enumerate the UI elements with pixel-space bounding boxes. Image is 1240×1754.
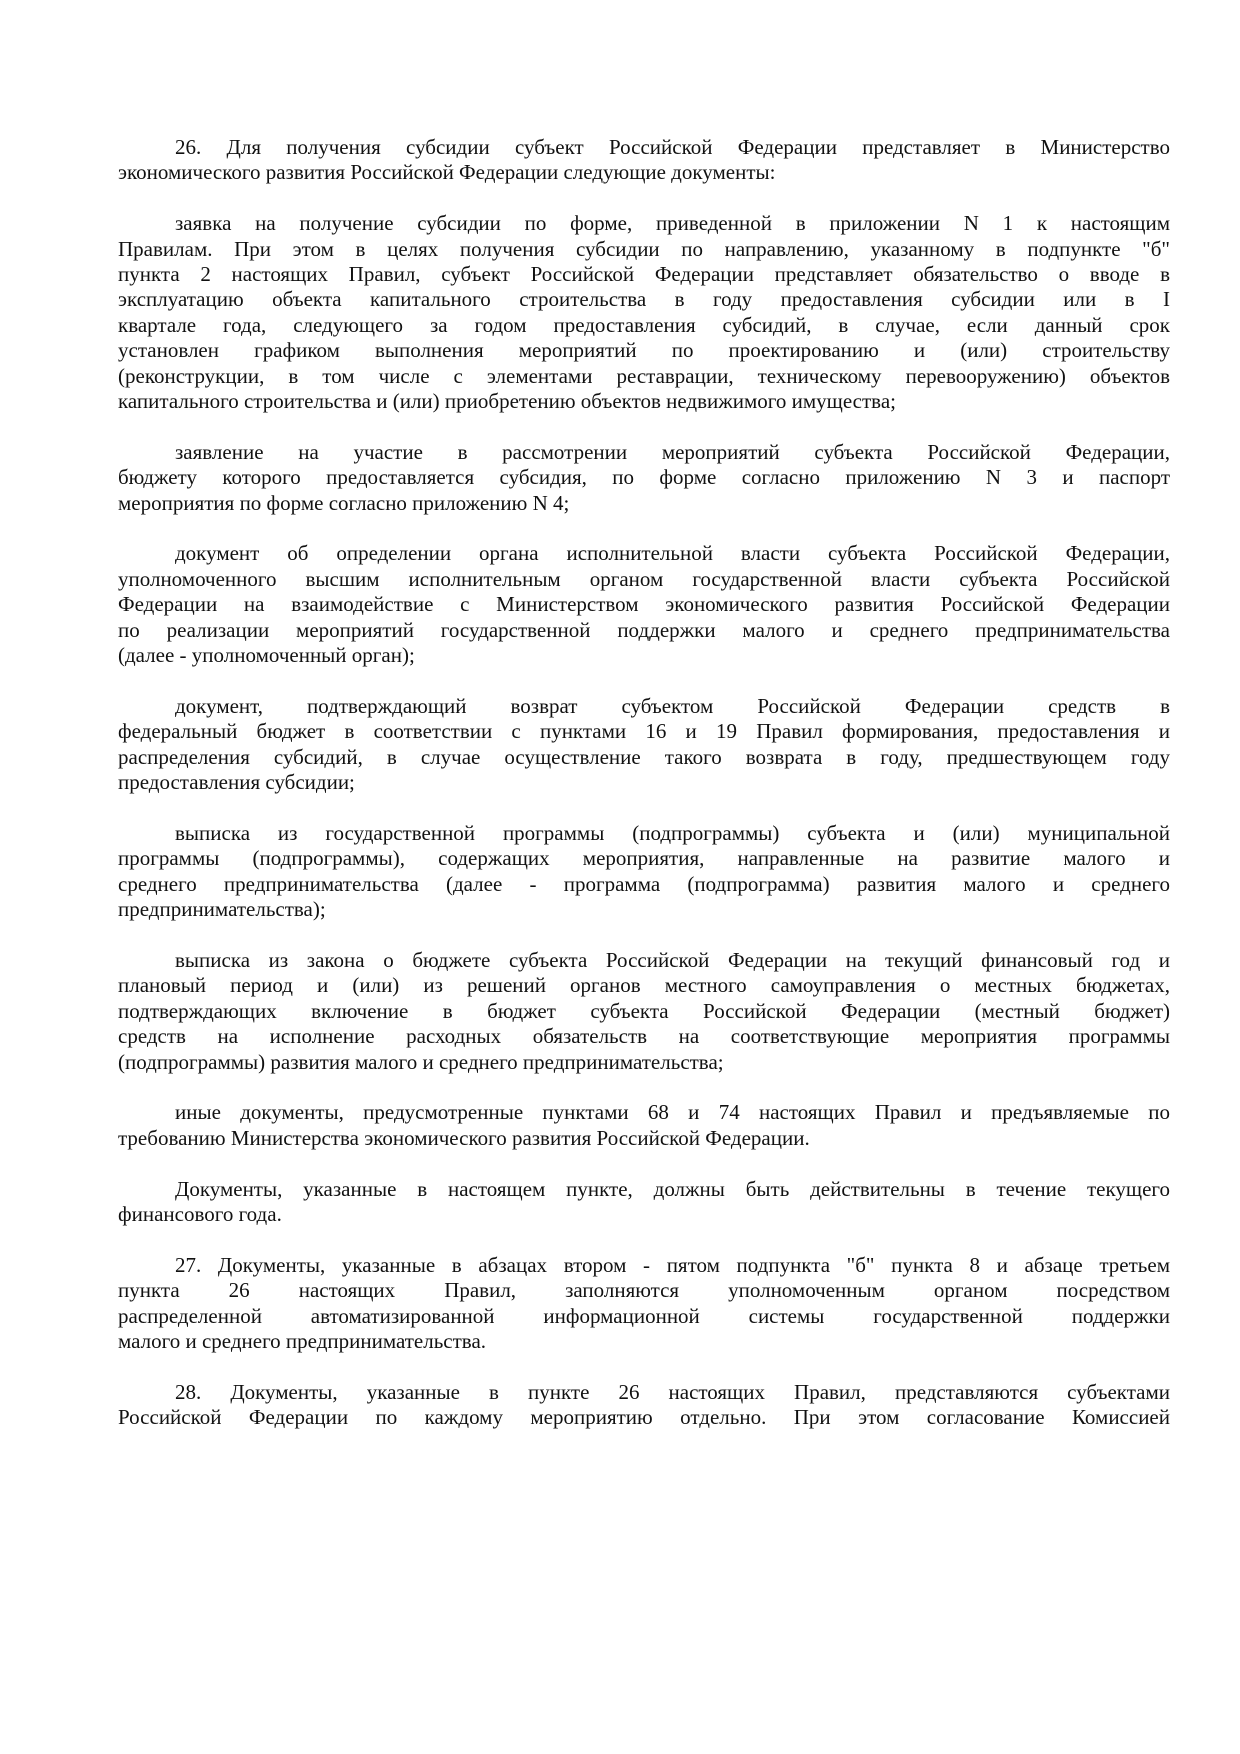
text-line: требованию Министерства экономического развития Российской Федерации. xyxy=(118,1125,810,1150)
text-line: иные документы, предусмотренные пунктами 68 и 74 настоящих Правил и предъявляемые по xyxy=(175,1100,1170,1125)
paragraph xyxy=(118,541,1170,668)
paragraph xyxy=(118,694,1170,796)
text-line: Российской Федерации по каждому мероприятию отдельно. При этом согласование Комиссией xyxy=(118,1405,1170,1430)
text-line: установлен графиком выполнения мероприятий по проектированию и (или) строительству xyxy=(118,338,1170,363)
text-line: по реализации мероприятий государственной поддержки малого и среднего предпринимательства xyxy=(118,617,1170,642)
text-line: заявка на получение субсидии по форме, приведенной в приложении N 1 к настоящим xyxy=(175,211,1170,236)
text-line: малого и среднего предпринимательства. xyxy=(118,1328,487,1353)
text-line: уполномоченного высшим исполнительным органом государственной власти субъекта Российской xyxy=(118,566,1170,591)
paragraph xyxy=(118,1100,1170,1151)
paragraph xyxy=(118,1177,1170,1228)
text-line: (далее - уполномоченный орган); xyxy=(118,643,415,668)
document-page xyxy=(118,135,1170,1456)
text-line: Федерации на взаимодействие с Министерством экономического развития Российской Федерации xyxy=(118,592,1170,617)
text-line: программы (подпрограммы), содержащих мероприятия, направленные на развитие малого и xyxy=(118,846,1170,871)
text-line: плановый период и (или) из решений органов местного самоуправления о местных бюджетах, xyxy=(118,973,1170,998)
text-line: (подпрограммы) развития малого и среднего предпринимательства; xyxy=(118,1049,724,1074)
text-line: бюджету которого предоставляется субсидия, по форме согласно приложению N 3 и паспорт xyxy=(118,465,1170,490)
paragraph xyxy=(118,1380,1170,1431)
text-line: предоставления субсидии; xyxy=(118,770,355,795)
paragraph xyxy=(118,948,1170,1075)
text-line: капитального строительства и (или) приобретению объектов недвижимого имущества; xyxy=(118,389,896,414)
text-line: выписка из закона о бюджете субъекта Российской Федерации на текущий финансовый год и xyxy=(175,947,1170,972)
paragraph xyxy=(118,821,1170,923)
text-line: пункта 26 настоящих Правил, заполняются уполномоченным органом посредством xyxy=(118,1278,1170,1303)
text-line: федеральный бюджет в соответствии с пунктами 16 и 19 Правил формирования, предоставления и xyxy=(118,719,1170,744)
text-line: предпринимательства); xyxy=(118,897,326,922)
text-line: заявление на участие в рассмотрении мероприятий субъекта Российской Федерации, xyxy=(175,439,1170,464)
paragraph xyxy=(118,1253,1170,1355)
text-line: квартале года, следующего за годом предоставления субсидий, в случае, если данный срок xyxy=(118,312,1170,337)
text-line: распределенной автоматизированной информационной системы государственной поддержки xyxy=(118,1303,1170,1328)
paragraph xyxy=(118,135,1170,186)
paragraph xyxy=(118,211,1170,414)
text-line: эксплуатацию объекта капитального строительства в году предоставления субсидии или в I xyxy=(118,287,1170,312)
text-line: документ об определении органа исполнительной власти субъекта Российской Федерации, xyxy=(175,541,1170,566)
text-line: среднего предпринимательства (далее - программа (подпрограмма) развития малого и среднего xyxy=(118,871,1170,896)
text-line: мероприятия по форме согласно приложению N 4; xyxy=(118,490,570,515)
text-line: 26. Для получения субсидии субъект Российской Федерации представляет в Министерство xyxy=(175,135,1170,159)
text-line: распределения субсидий, в случае осуществление такого возврата в году, предшествующем году xyxy=(118,744,1170,769)
paragraph xyxy=(118,440,1170,516)
text-line: пункта 2 настоящих Правил, субъект Российской Федерации представляет обязательство о вводе в xyxy=(118,262,1170,287)
text-line: (реконструкции, в том числе с элементами реставрации, техническому перевооружению) объектов xyxy=(118,363,1170,388)
text-line: экономического развития Российской Федерации следующие документы: xyxy=(118,160,776,185)
text-line: финансового года. xyxy=(118,1201,282,1226)
text-line: средств на исполнение расходных обязательств на соответствующие мероприятия программы xyxy=(118,1024,1170,1049)
text-line: Документы, указанные в настоящем пункте, должны быть действительны в течение текущего xyxy=(175,1176,1170,1201)
text-line: Правилам. При этом в целях получения субсидии по направлению, указанному в подпункте "б" xyxy=(118,236,1170,261)
text-line: документ, подтверждающий возврат субъектом Российской Федерации средств в xyxy=(175,693,1170,718)
text-line: 27. Документы, указанные в абзацах втором - пятом подпункта "б" пункта 8 и абзаце третьем xyxy=(175,1252,1170,1277)
text-line: выписка из государственной программы (подпрограммы) субъекта и (или) муниципальной xyxy=(175,820,1170,845)
text-line: подтверждающих включение в бюджет субъекта Российской Федерации (местный бюджет) xyxy=(118,998,1170,1023)
text-line: 28. Документы, указанные в пункте 26 настоящих Правил, представляются субъектами xyxy=(175,1379,1170,1404)
